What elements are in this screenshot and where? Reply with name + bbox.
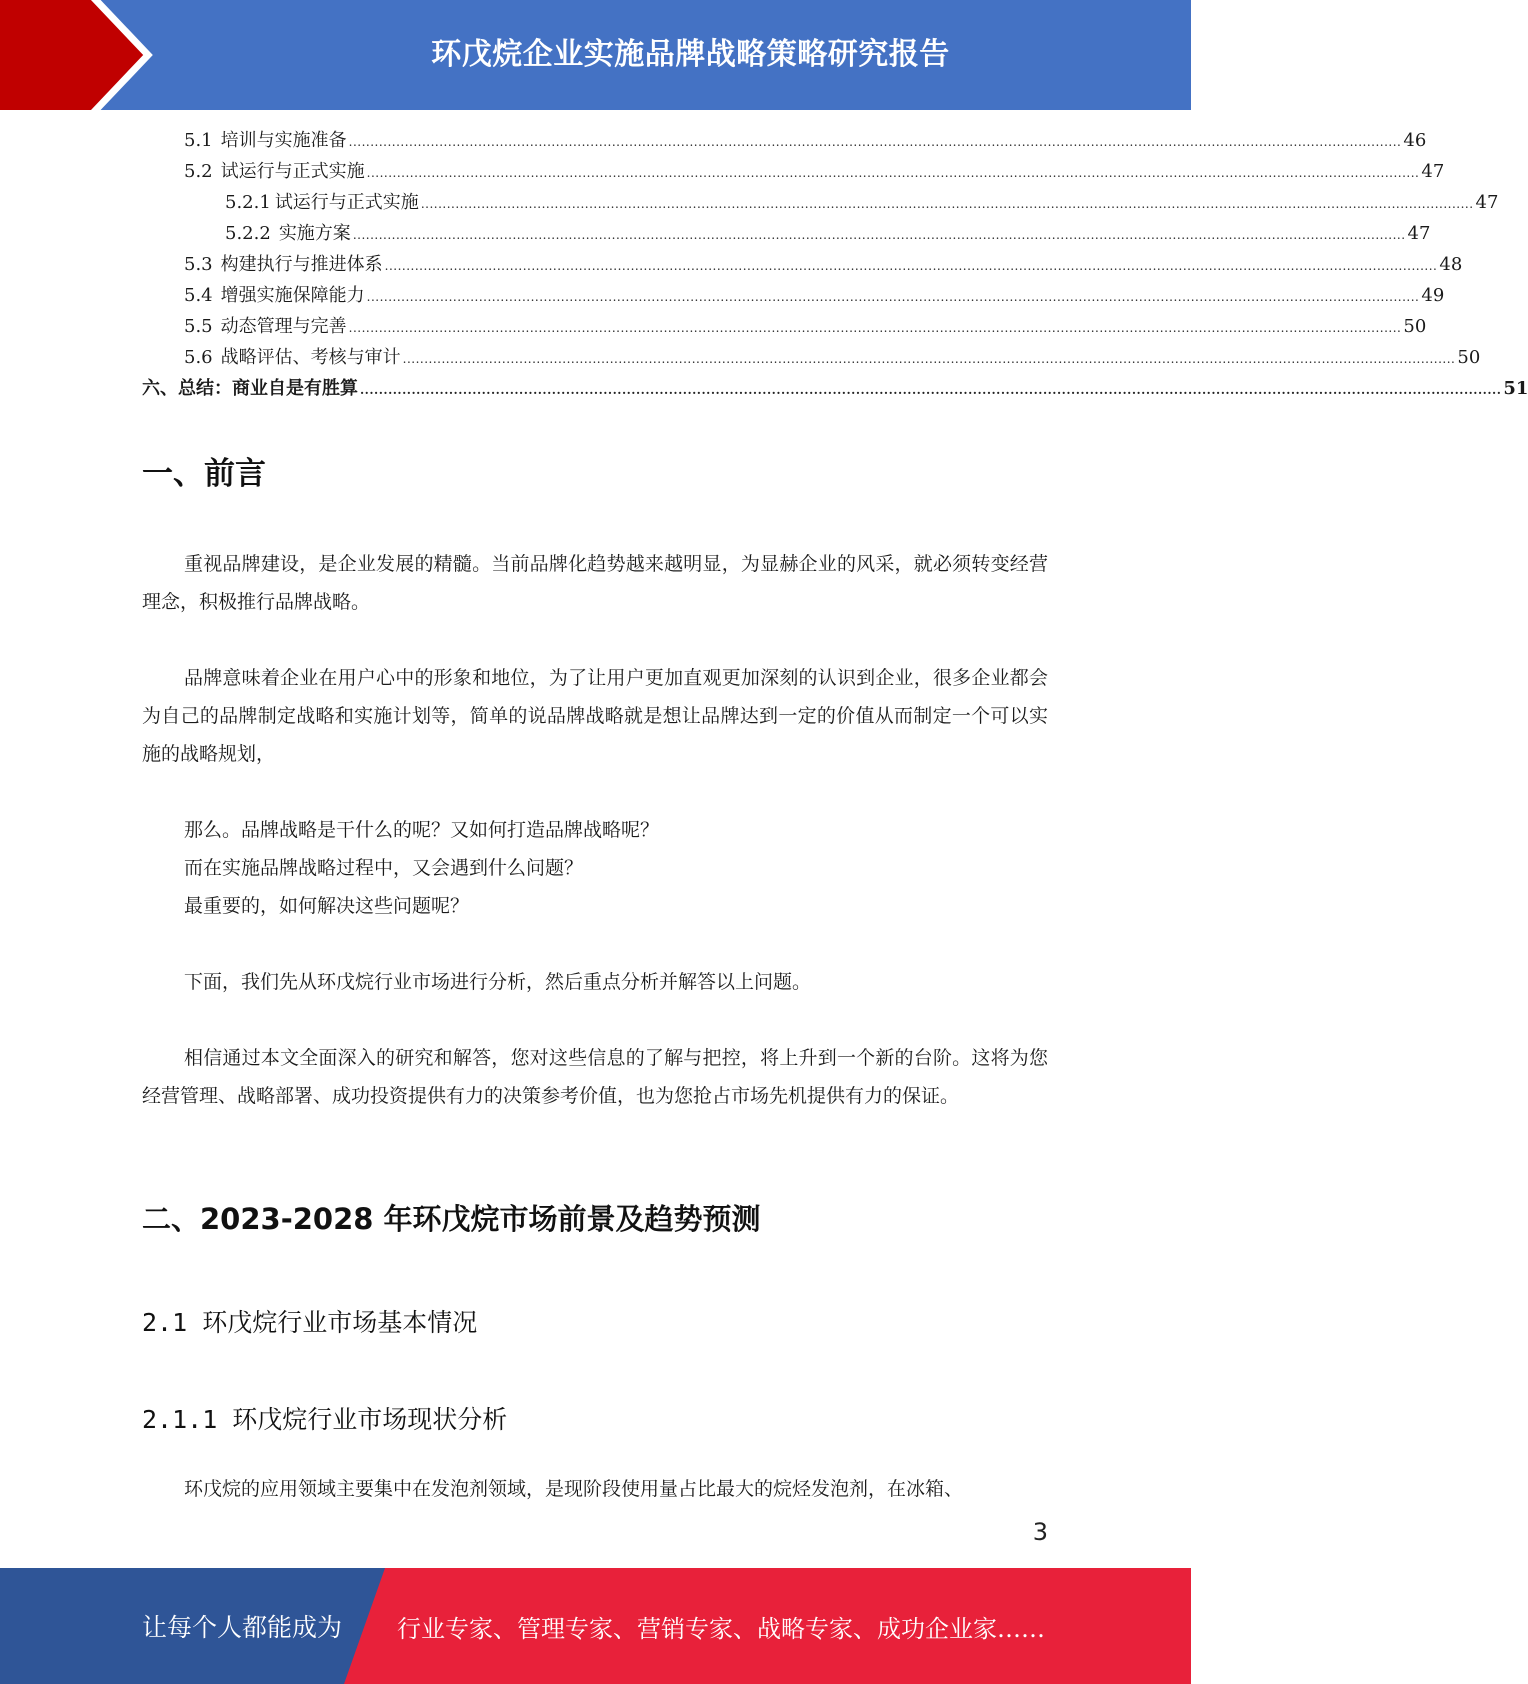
toc-entry[interactable] bbox=[225, 190, 1499, 216]
toc-number: 5.2.1 bbox=[225, 192, 271, 213]
toc-number: 5.1 bbox=[184, 130, 213, 151]
toc-number: 5.2.2 bbox=[225, 223, 271, 244]
toc-label: 战略评估、考核与审计 bbox=[220, 347, 401, 368]
toc-number: 5.2 bbox=[184, 161, 213, 182]
subsection-heading: 2.1.1 环戊烷行业市场现状分析 bbox=[142, 1405, 508, 1434]
toc-number: 5.4 bbox=[184, 285, 213, 306]
toc-page: 47 bbox=[1407, 223, 1431, 244]
toc-label: 构建执行与推进体系 bbox=[220, 254, 383, 275]
subsection-heading: 2.1 环戊烷行业市场基本情况 bbox=[142, 1308, 478, 1337]
toc-leader-dots: .................................................................................................................................................................................................................................................... bbox=[366, 166, 1420, 180]
toc-entry[interactable] bbox=[184, 252, 1463, 278]
toc-label: 动态管理与完善 bbox=[220, 316, 347, 337]
toc-label: 试运行与正式实施 bbox=[220, 161, 365, 182]
toc-leader-dots: .................................................................................................................................................................................................................................................... bbox=[402, 352, 1456, 366]
toc-entry[interactable] bbox=[184, 345, 1481, 371]
toc-entry[interactable] bbox=[184, 314, 1427, 340]
body-paragraph: 相信通过本文全面深入的研究和解答，您对这些信息的了解与把控，将上升到一个新的台阶。这将为您经营管理、战略部署、成功投资提供有力的决策参考价值，也为您抢占市场先机提供有力的保证。 bbox=[142, 1047, 1048, 1107]
toc-leader-dots: .................................................................................................................................................................................................................................................... bbox=[352, 228, 1406, 242]
toc-entry[interactable] bbox=[184, 283, 1445, 309]
toc-number: 5.3 bbox=[184, 254, 213, 275]
question-line: 那么。品牌战略是干什么的呢？又如何打造品牌战略呢？ bbox=[184, 819, 660, 841]
page-header bbox=[0, 0, 1191, 112]
toc-leader-dots: .................................................................................................................................................................................................................................................... bbox=[348, 135, 1402, 149]
question-line: 最重要的，如何解决这些问题呢？ bbox=[184, 895, 470, 917]
toc-page: 47 bbox=[1421, 161, 1445, 182]
section-heading: 二、2023-2028 年环戊烷市场前景及趋势预测 bbox=[142, 1202, 761, 1236]
footer-slogan-right: 行业专家、管理专家、营销专家、战略专家、成功企业家…… bbox=[397, 1614, 1045, 1643]
toc-label: 培训与实施准备 bbox=[220, 130, 347, 151]
toc-label: 增强实施保障能力 bbox=[220, 285, 365, 306]
report-title: 环戊烷企业实施品牌战略策略研究报告 bbox=[431, 37, 950, 72]
toc-entry[interactable] bbox=[225, 221, 1431, 247]
toc-page: 51 bbox=[1503, 378, 1528, 399]
toc-leader-dots: .................................................................................................................................................................................................................................................... bbox=[360, 383, 1502, 397]
toc-page: 50 bbox=[1403, 316, 1427, 337]
toc-leader-dots: .................................................................................................................................................................................................................................................... bbox=[366, 290, 1420, 304]
toc-page: 47 bbox=[1475, 192, 1499, 213]
section-heading: 一、前言 bbox=[142, 456, 266, 492]
toc-leader-dots: .................................................................................................................................................................................................................................................... bbox=[348, 321, 1402, 335]
toc-page: 50 bbox=[1457, 347, 1481, 368]
toc-number: 5.5 bbox=[184, 316, 213, 337]
toc-page: 49 bbox=[1421, 285, 1445, 306]
toc-leader-dots: .................................................................................................................................................................................................................................................... bbox=[420, 197, 1474, 211]
body-paragraph: 品牌意味着企业在用户心中的形象和地位，为了让用户更加直观更加深刻的认识到企业，很多企业都会为自己的品牌制定战略和实施计划等，简单的说品牌战略就是想让品牌达到一定的价值从而制定一个可以实施的战略规划， bbox=[142, 667, 1048, 765]
page-number: 3 bbox=[1032, 1518, 1048, 1546]
toc-page: 46 bbox=[1403, 130, 1427, 151]
question-line: 而在实施品牌战略过程中，又会遇到什么问题？ bbox=[184, 857, 584, 879]
toc-leader-dots: .................................................................................................................................................................................................................................................... bbox=[384, 259, 1438, 273]
toc-entry[interactable] bbox=[184, 159, 1445, 185]
page-footer bbox=[0, 1568, 1191, 1684]
toc-entry[interactable] bbox=[184, 128, 1427, 154]
toc-label: 六、总结：商业自是有胜算 bbox=[142, 378, 358, 399]
toc-label: 实施方案 bbox=[278, 223, 351, 244]
toc-entry-chapter[interactable] bbox=[142, 376, 1528, 402]
body-paragraph: 重视品牌建设，是企业发展的精髓。当前品牌化趋势越来越明显，为显赫企业的风采，就必须转变经营理念，积极推行品牌战略。 bbox=[142, 553, 1048, 613]
toc-number: 5.6 bbox=[184, 347, 213, 368]
body-paragraph: 下面，我们先从环戊烷行业市场进行分析，然后重点分析并解答以上问题。 bbox=[184, 971, 812, 993]
body-paragraph: 环戊烷的应用领域主要集中在发泡剂领域，是现阶段使用量占比最大的烷烃发泡剂，在冰箱、 bbox=[184, 1478, 964, 1500]
footer-slogan-left: 让每个人都能成为 bbox=[142, 1613, 343, 1642]
toc-page: 48 bbox=[1439, 254, 1463, 275]
toc-label: 试运行与正式实施 bbox=[274, 192, 419, 213]
